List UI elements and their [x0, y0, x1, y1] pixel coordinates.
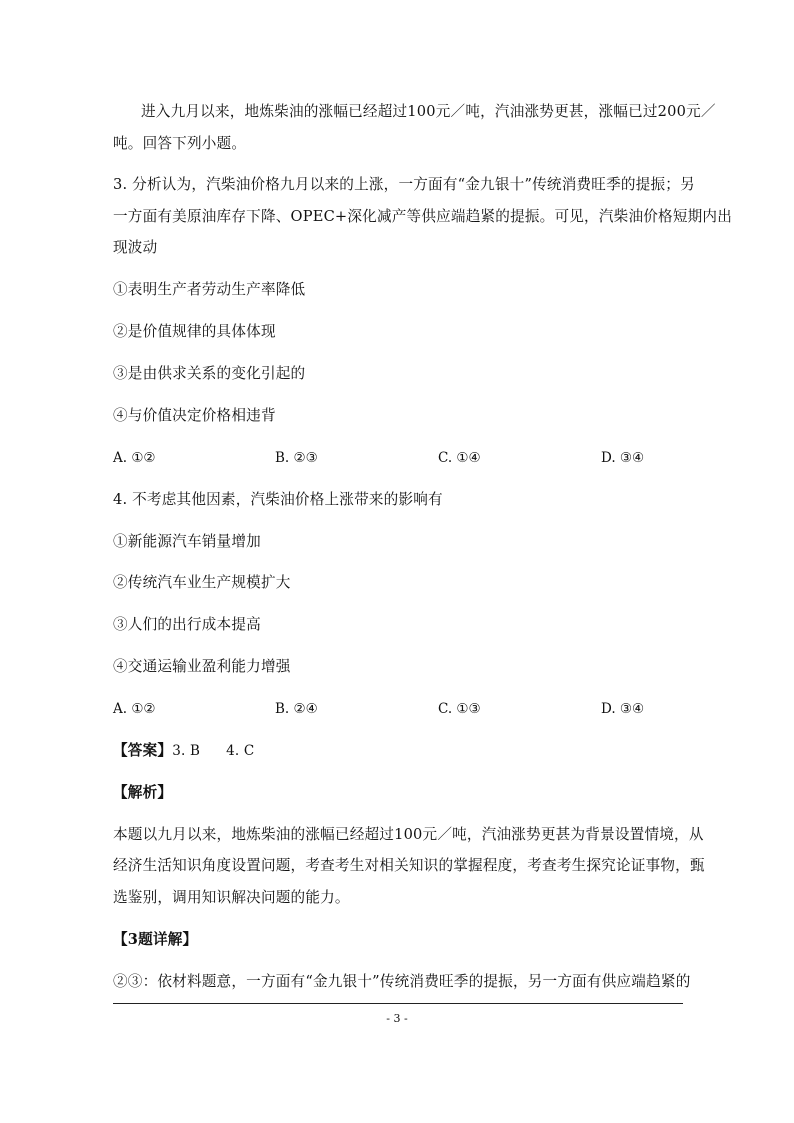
q4-option-b: B. ②④	[275, 701, 318, 717]
footer-divider	[113, 1003, 683, 1004]
q4-option-a: A. ①②	[113, 701, 156, 717]
detail-line-1: ②③：依材料题意，一方面有“金九银十”传统消费旺季的提振，另一方面有供应端趋紧的	[113, 973, 691, 990]
q3-stem-line-2: 一方面有美原油库存下降、OPEC+深化减产等供应端趋紧的提振。可见，汽柴油价格短期内出	[113, 208, 732, 225]
q4-item-3: ③人们的出行成本提高	[113, 616, 261, 633]
q3-item-1: ①表明生产者劳动生产率降低	[113, 281, 306, 298]
q4-item-2: ②传统汽车业生产规模扩大	[113, 574, 291, 591]
intro-line-1: 进入九月以来，地炼柴油的涨幅已经超过100元／吨，汽油涨势更甚，涨幅已过200元／	[141, 103, 716, 120]
q4-item-4: ④交通运输业盈利能力增强	[113, 658, 291, 675]
page-number: - 3 -	[386, 1012, 408, 1025]
analysis-line-1: 本题以九月以来，地炼柴油的涨幅已经超过100元／吨，汽油涨势更甚为背景设置情境，从	[113, 826, 704, 843]
intro-line-2: 吨。回答下列小题。	[113, 135, 247, 152]
q3-item-2: ②是价值规律的具体体现	[113, 323, 276, 340]
q4-item-1: ①新能源汽车销量增加	[113, 533, 261, 550]
answer-q3: 3. B	[172, 743, 201, 759]
q4-option-d: D. ③④	[601, 701, 645, 717]
q3-option-a: A. ①②	[113, 450, 156, 466]
q4-option-c: C. ①③	[438, 701, 481, 717]
q3-option-b: B. ②③	[275, 450, 318, 466]
q3-stem-line-3: 现波动	[113, 239, 158, 256]
q4-stem: 4. 不考虑其他因素，汽柴油价格上涨带来的影响有	[113, 491, 443, 508]
q3-option-c: C. ①④	[438, 450, 481, 466]
answer-label: 【答案】	[113, 742, 173, 759]
q3-item-4: ④与价值决定价格相违背	[113, 407, 276, 424]
q3-stem-line-1: 3. 分析认为，汽柴油价格九月以来的上涨，一方面有“金九银十”传统消费旺季的提振；另	[113, 176, 695, 193]
analysis-line-3: 选鉴别，调用知识解决问题的能力。	[113, 889, 350, 906]
detail-label: 【3题详解】	[113, 931, 198, 948]
q3-option-d: D. ③④	[601, 450, 645, 466]
analysis-label: 【解析】	[113, 784, 173, 801]
answer-q4: 4. C	[226, 743, 255, 759]
q3-item-3: ③是由供求关系的变化引起的	[113, 365, 306, 382]
answer-row	[113, 741, 683, 761]
analysis-line-2: 经济生活知识角度设置问题，考查考生对相关知识的掌握程度，考查考生探究论证事物，甄	[113, 857, 705, 874]
